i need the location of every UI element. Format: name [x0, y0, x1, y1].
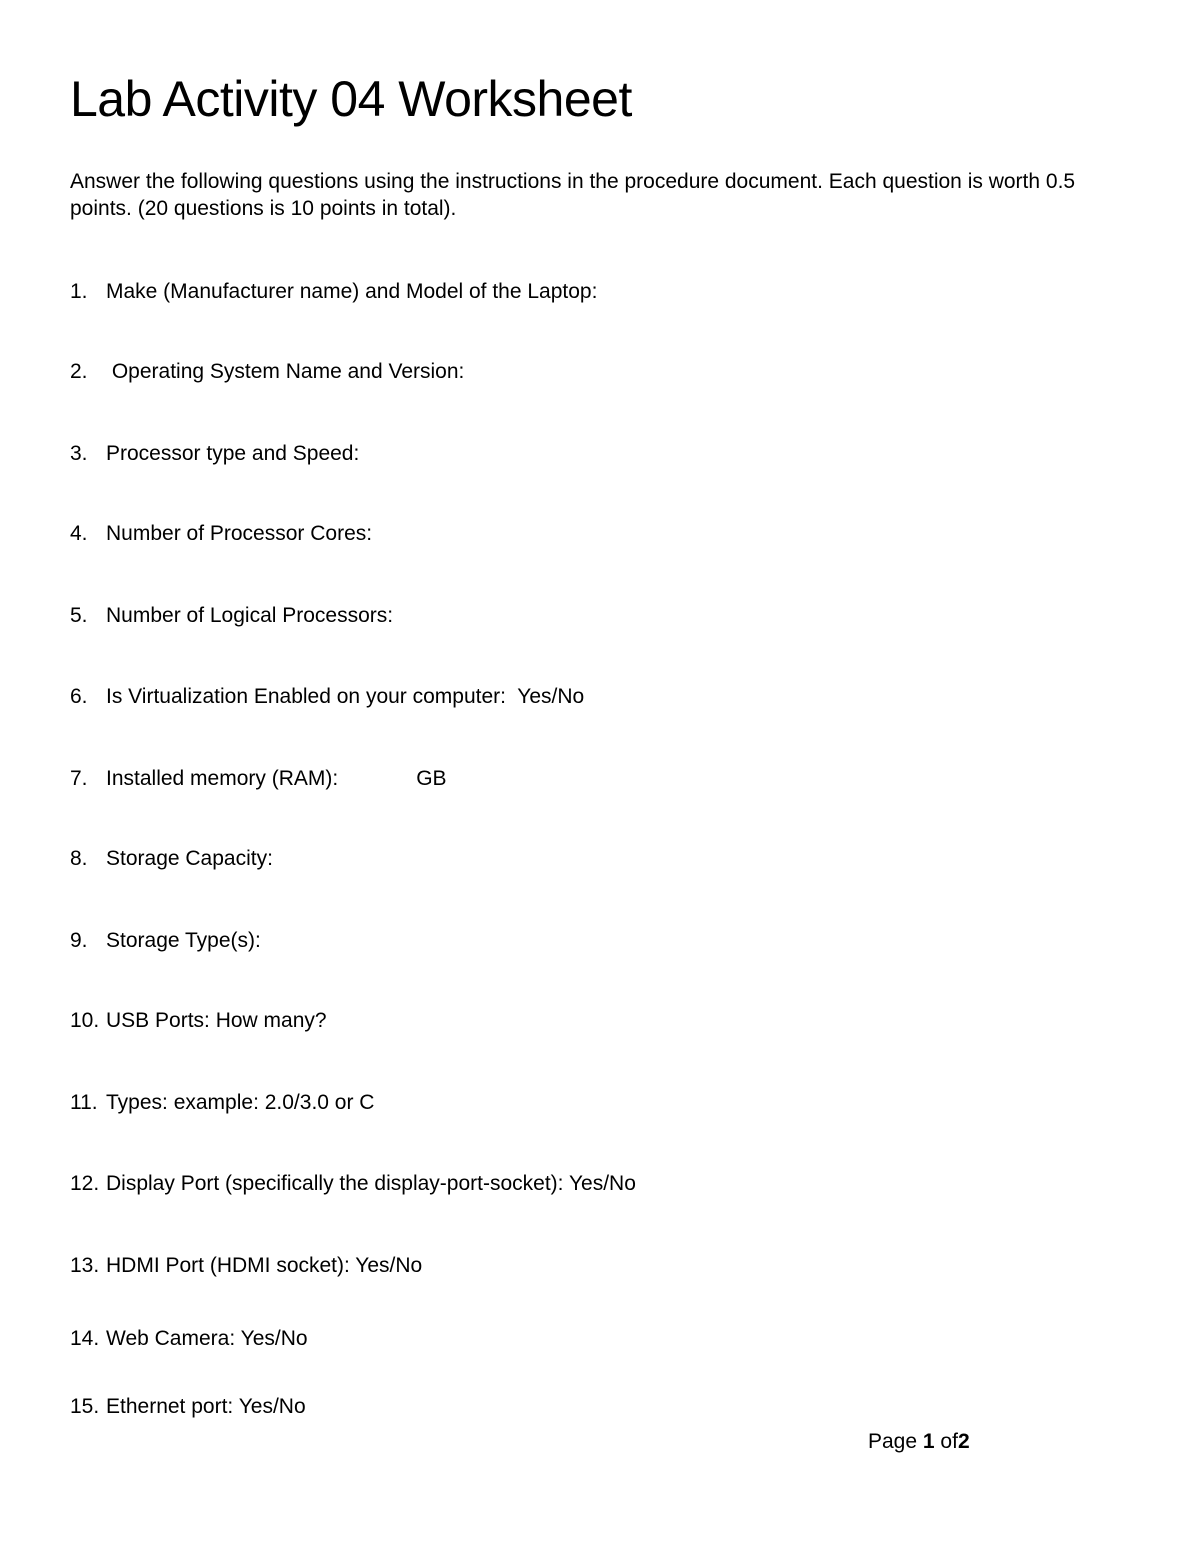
question-item: [70, 358, 464, 385]
question-number: 4.: [70, 522, 88, 545]
page-title: Lab Activity 04 Worksheet: [70, 71, 632, 127]
question-number: 15.: [70, 1395, 100, 1418]
question-number: 6.: [70, 685, 88, 708]
question-item: [70, 1007, 327, 1034]
question-text: Storage Capacity:: [106, 847, 273, 870]
question-item: [70, 520, 372, 547]
question-item: [70, 1393, 306, 1420]
question-text: Types: example: 2.0/3.0 or C: [106, 1091, 375, 1114]
question-number: 9.: [70, 929, 88, 952]
question-number: 5.: [70, 604, 88, 627]
question-text: USB Ports: How many?: [106, 1009, 327, 1032]
question-item: [70, 765, 447, 792]
question-text: Web Camera: Yes/No: [106, 1327, 308, 1350]
question-text: Make (Manufacturer name) and Model of the Laptop:: [106, 280, 598, 303]
question-text: Is Virtualization Enabled on your computer: Yes/No: [106, 685, 585, 708]
question-item: [70, 440, 359, 467]
page-label: Page: [868, 1430, 918, 1453]
question-item: [70, 602, 393, 629]
current-page-number: 1: [922, 1430, 935, 1453]
question-text: Installed memory (RAM):: [106, 767, 339, 790]
question-text: Number of Processor Cores:: [106, 522, 373, 545]
question-number: 13.: [70, 1254, 100, 1277]
question-item: [70, 1089, 374, 1116]
question-text: HDMI Port (HDMI socket): Yes/No: [106, 1254, 423, 1277]
question-number: 2.: [70, 360, 88, 383]
question-item: [70, 1325, 308, 1352]
question-item: [70, 845, 273, 872]
question-number: 14.: [70, 1327, 100, 1350]
question-item: [70, 1252, 422, 1279]
question-number: 7.: [70, 767, 88, 790]
question-number: 3.: [70, 442, 88, 465]
memory-unit: GB: [416, 767, 447, 790]
instructions-paragraph: Answer the following questions using the instructions in the procedure document. Each question is worth 0.5 points. (20 questions is 10 points in total).: [70, 170, 1076, 220]
question-number: 1.: [70, 280, 88, 303]
page-number-footer: [868, 1428, 970, 1455]
question-item: [70, 683, 584, 710]
of-label: of: [940, 1430, 958, 1453]
question-number: 11.: [70, 1091, 98, 1114]
question-text: Storage Type(s):: [106, 929, 261, 952]
question-number: 8.: [70, 847, 88, 870]
question-text: Processor type and Speed:: [106, 442, 360, 465]
question-text: Ethernet port: Yes/No: [106, 1395, 306, 1418]
question-number: 10.: [70, 1009, 100, 1032]
question-text: Display Port (specifically the display-port-socket): Yes/No: [106, 1172, 636, 1195]
total-pages-number: 2: [957, 1430, 970, 1453]
question-item: [70, 1170, 636, 1197]
question-text: Number of Logical Processors:: [106, 604, 394, 627]
question-text: Operating System Name and Version:: [106, 360, 465, 383]
question-item: [70, 278, 597, 305]
question-item: [70, 927, 261, 954]
question-number: 12.: [70, 1172, 100, 1195]
